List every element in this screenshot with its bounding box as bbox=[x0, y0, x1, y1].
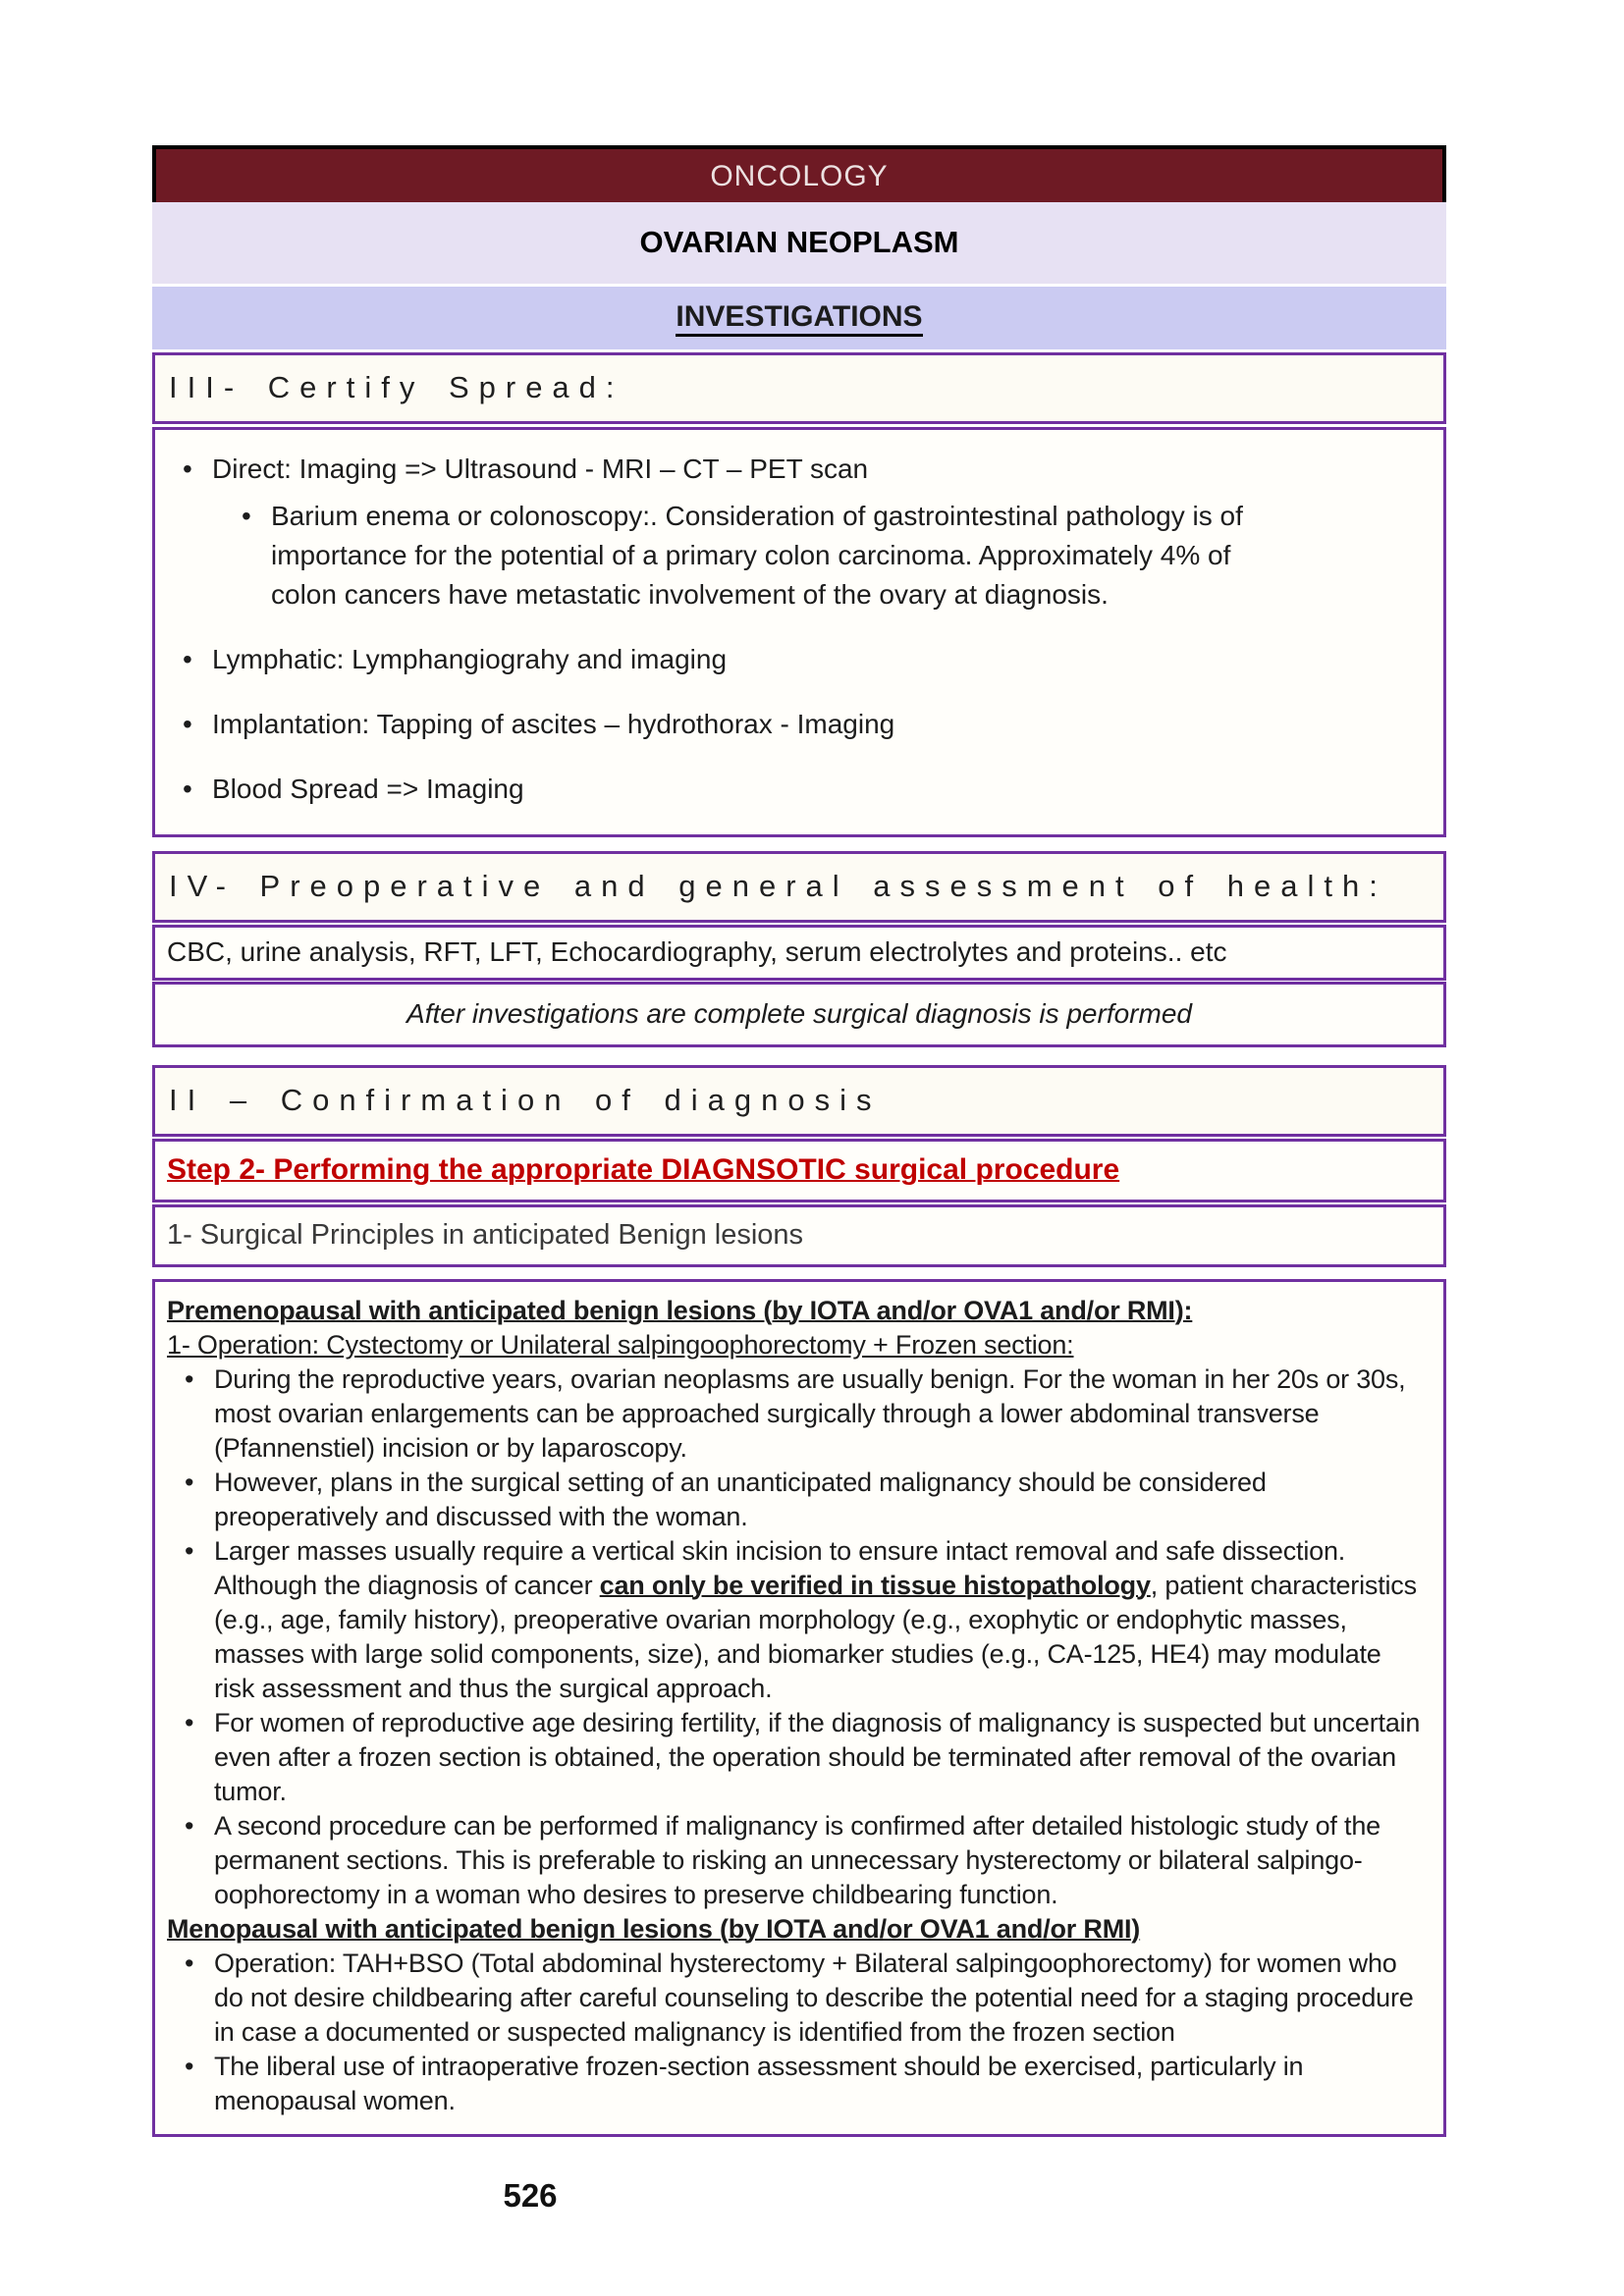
bullet-blood-spread-text: Blood Spread => Imaging bbox=[212, 774, 524, 804]
premenopausal-bullet-3 bbox=[167, 1534, 1428, 1706]
section-banner bbox=[152, 287, 1446, 349]
bullet-implantation-text: Implantation: Tapping of ascites – hydrothorax - Imaging bbox=[212, 709, 895, 739]
content-column bbox=[152, 145, 1446, 2137]
surgical-principles-row bbox=[152, 1204, 1446, 1267]
premenopausal-bullet-3-emphasis: can only be verified in tissue histopathology bbox=[599, 1571, 1151, 1600]
course-banner-label: ONCOLOGY bbox=[710, 160, 889, 192]
heading-confirmation-label: II – Confirmation of diagnosis bbox=[169, 1083, 882, 1117]
premenopausal-bullet-5 bbox=[167, 1809, 1428, 1912]
menopausal-title: Menopausal with anticipated benign lesions (by IOTA and/or OVA1 and/or RMI) bbox=[167, 1914, 1141, 1944]
bullet-direct-sub-text: Barium enema or colonoscopy:. Consideration of gastrointestinal pathology is of importance for the potential of a primary colon carcinoma. Approximately 4% of colon cancers have metastatic involvement of the ovary at diagnosis. bbox=[271, 501, 1243, 610]
topic-banner bbox=[152, 202, 1446, 284]
premenopausal-operation: 1- Operation: Cystectomy or Unilateral salpingoophorectomy + Frozen section: bbox=[167, 1330, 1074, 1360]
heading-preoperative bbox=[152, 851, 1446, 923]
menopausal-bullet-1-text: Operation: TAH+BSO (Total abdominal hysterectomy + Bilateral salpingoophorectomy) for women who do not desire childbearing after careful counseling to describe the potential need for a staging procedure in case a documented or suspected malignancy is identified from the frozen section bbox=[214, 1949, 1414, 2047]
bullet-direct bbox=[167, 450, 1428, 489]
premenopausal-title: Premenopausal with anticipated benign lesions (by IOTA and/or OVA1 and/or RMI): bbox=[167, 1296, 1193, 1325]
preoperative-note-text: After investigations are complete surgical diagnosis is performed bbox=[406, 998, 1192, 1029]
preoperative-tests-text: CBC, urine analysis, RFT, LFT, Echocardiography, serum electrolytes and proteins.. etc bbox=[167, 936, 1227, 967]
certify-spread-body bbox=[152, 427, 1446, 837]
menopausal-bullet-1 bbox=[167, 1947, 1428, 2050]
menopausal-bullet-2 bbox=[167, 2050, 1428, 2118]
heading-confirmation bbox=[152, 1065, 1446, 1137]
bullet-blood-spread bbox=[167, 770, 1428, 809]
premenopausal-bullet-1-text: During the reproductive years, ovarian neoplasms are usually benign. For the woman in her 20s or 30s, most ovarian enlargements can be approached surgically through a lower abdominal transverse (Pfannenstiel) incision or by laparoscopy. bbox=[214, 1364, 1406, 1463]
premenopausal-bullet-4-text: For women of reproductive age desiring fertility, if the diagnosis of malignancy is suspected but uncertain even after a frozen section is obtained, the operation should be terminated after removal of the ovarian tumor. bbox=[214, 1708, 1421, 1806]
surgical-principles-body bbox=[152, 1279, 1446, 2137]
preoperative-note-row bbox=[152, 982, 1446, 1047]
heading-certify-spread bbox=[152, 352, 1446, 424]
page-number: 526 bbox=[503, 2177, 558, 2214]
heading-certify-spread-label: III- Certify Spread: bbox=[169, 370, 624, 404]
bullet-direct-sub bbox=[167, 497, 1263, 614]
premenopausal-bullet-1 bbox=[167, 1362, 1428, 1466]
step2-text: Step 2- Performing the appropriate DIAGNSOTIC surgical procedure bbox=[167, 1153, 1120, 1186]
premenopausal-bullet-2 bbox=[167, 1466, 1428, 1534]
topic-banner-label: OVARIAN NEOPLASM bbox=[639, 225, 959, 259]
premenopausal-bullet-2-text: However, plans in the surgical setting of an unanticipated malignancy should be considered preoperatively and discussed with the woman. bbox=[214, 1468, 1267, 1531]
bullet-lymphatic bbox=[167, 640, 1428, 679]
premenopausal-bullet-5-text: A second procedure can be performed if malignancy is confirmed after detailed histologic study of the permanent sections. This is preferable to risking an unnecessary hysterectomy or bilateral salpingo-oophorectomy in a woman who desires to preserve childbearing function. bbox=[214, 1811, 1380, 1909]
section-banner-label: INVESTIGATIONS bbox=[676, 300, 922, 337]
step2-row bbox=[152, 1139, 1446, 1202]
bullet-lymphatic-text: Lymphatic: Lymphangiograhy and imaging bbox=[212, 644, 728, 674]
heading-preoperative-label: IV- Preoperative and general assessment of health: bbox=[169, 869, 1387, 903]
preoperative-tests-row bbox=[152, 925, 1446, 981]
menopausal-bullet-2-text: The liberal use of intraoperative frozen-section assessment should be exercised, particularly in menopausal women. bbox=[214, 2052, 1304, 2115]
premenopausal-bullet-3-post: , patient characteristics (e.g., age, family history), preoperative ovarian morphology (e.g., exophytic or endophytic masses, masses with large solid components, size), and biomarker studies (e.g., CA-125, HE4) may modulate risk assessment and thus the surgical approach. bbox=[214, 1571, 1417, 1703]
premenopausal-bullet-3-pre: Larger masses usually require a vertical skin incision to ensure intact removal and safe dissection. Although the diagnosis of cancer bbox=[214, 1536, 1346, 1600]
course-banner bbox=[152, 145, 1446, 202]
premenopausal-bullet-4 bbox=[167, 1706, 1428, 1809]
bullet-direct-text: Direct: Imaging => Ultrasound - MRI – CT – PET scan bbox=[212, 454, 869, 484]
bullet-implantation bbox=[167, 705, 1428, 744]
surgical-principles-text: 1- Surgical Principles in anticipated Benign lesions bbox=[167, 1219, 804, 1251]
